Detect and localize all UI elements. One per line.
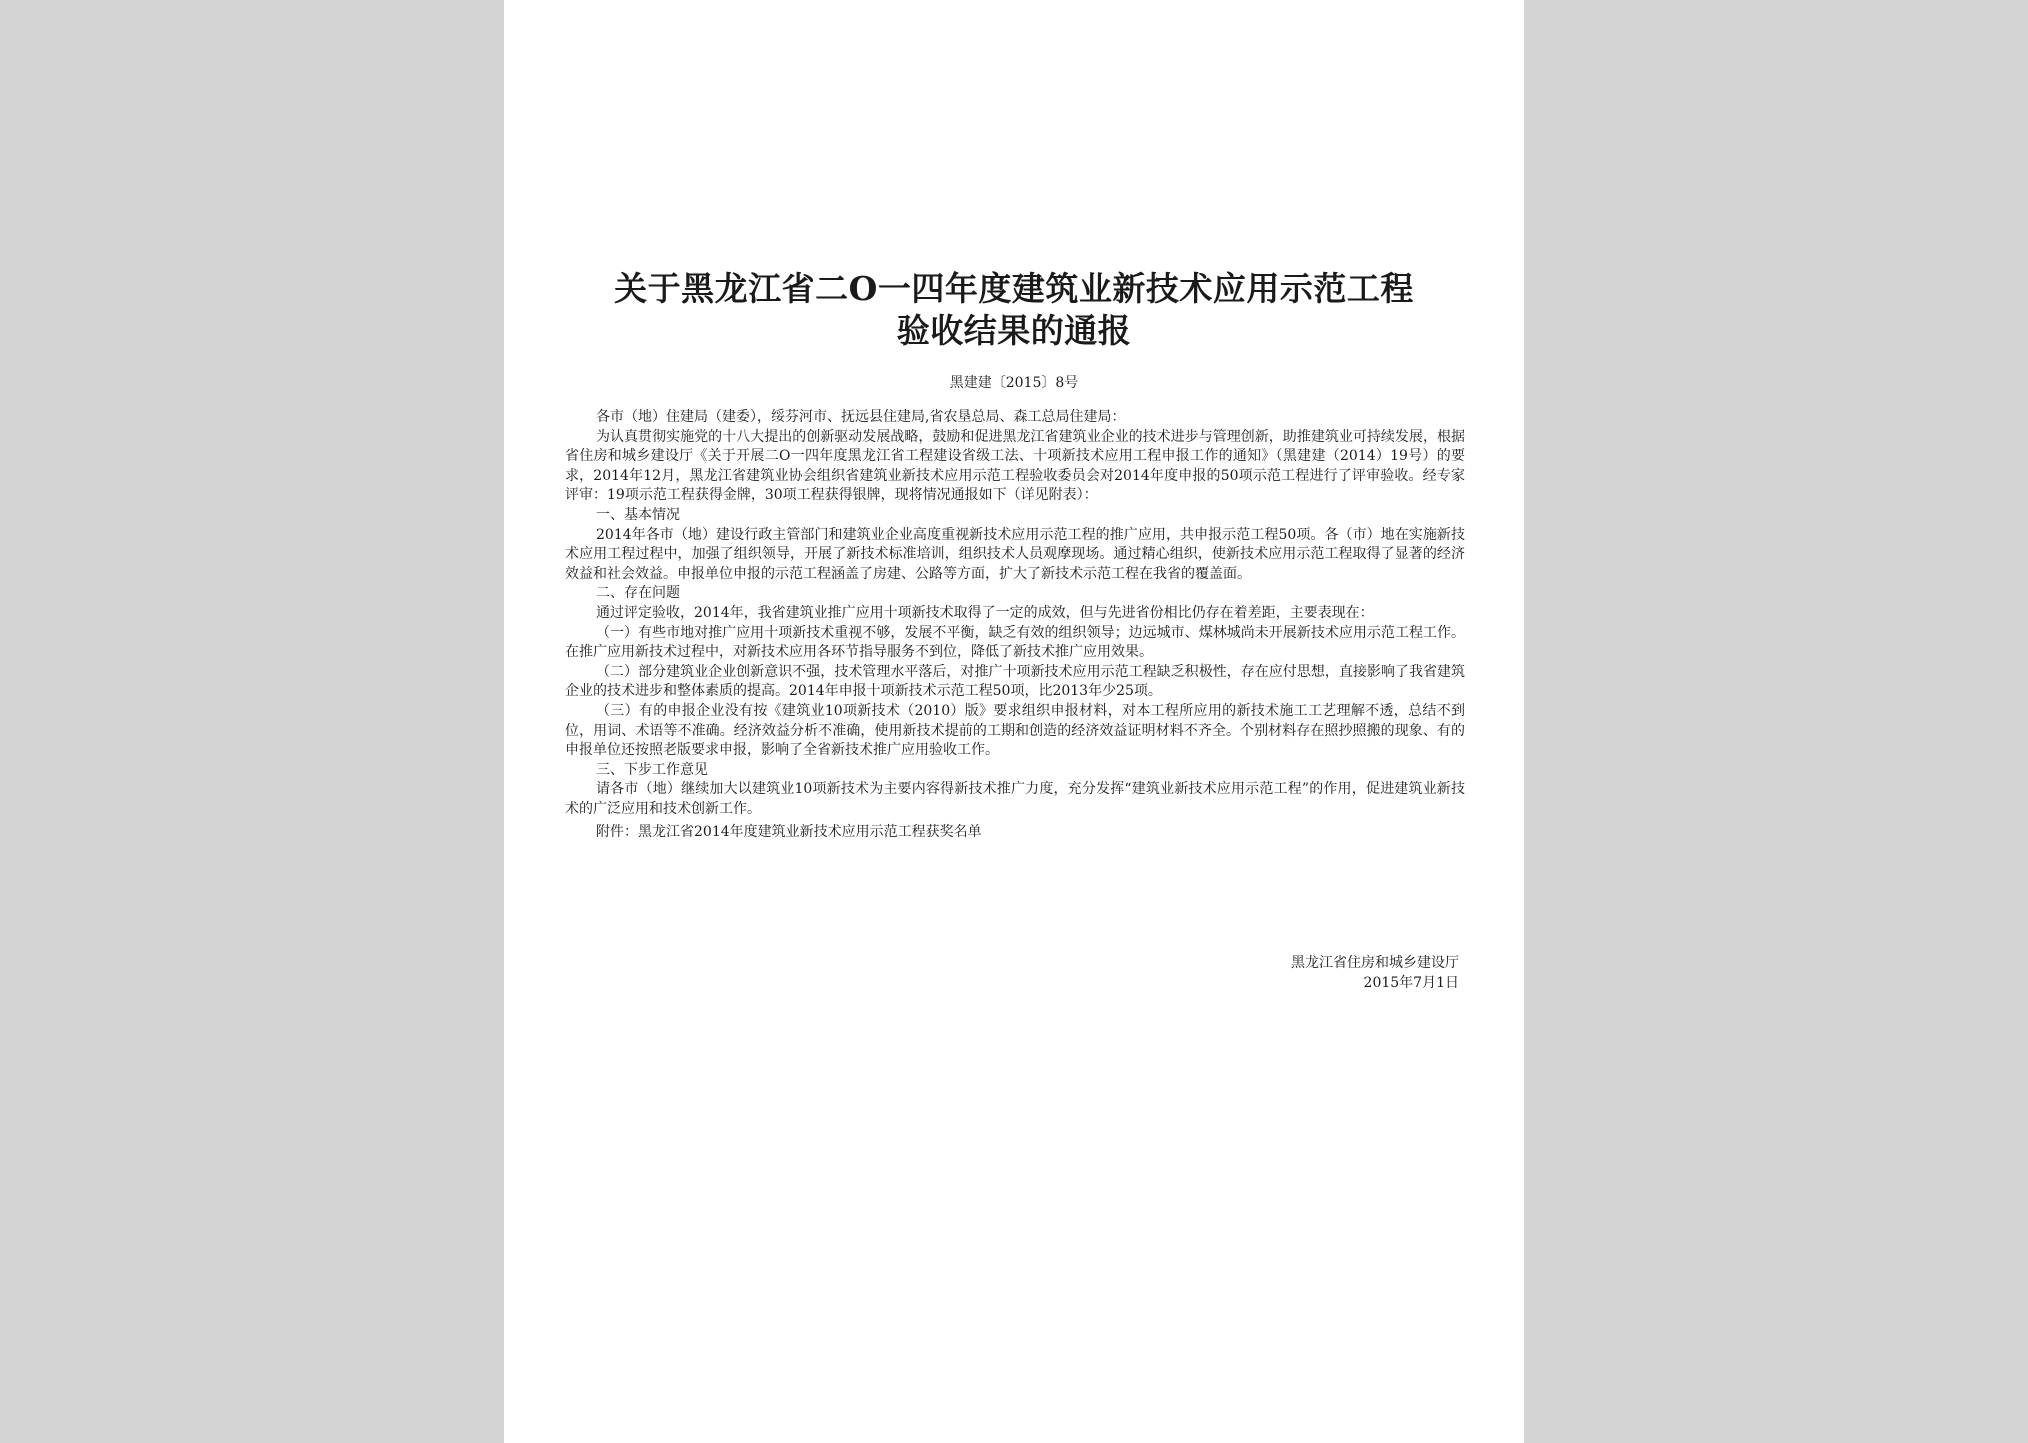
issue-3-paragraph: （三）有的申报企业没有按《建筑业10项新技术（2010）版》要求组织申报材料，对本工程所应用的新技术施工工艺理解不透，总结不到位，用词、术语等不准确。经济效益分析不准确，使用新技术提前的工期和创造的经济效益证明材料不齐全。个别材料存在照抄照搬的现象、有的申报单位还按照老版要求申报，影响了全省新技术推广应用验收工作。 <box>565 702 1465 759</box>
section-1-paragraph: 2014年各市（地）建设行政主管部门和建筑业企业高度重视新技术应用示范工程的推广应用，共申报示范工程50项。各（市）地在实施新技术应用工程过程中，加强了组织领导，开展了新技术标准培训，组织技术人员观摩现场。通过精心组织，使新技术应用示范工程取得了显著的经济效益和社会效益。申报单位申报的示范工程涵盖了房建、公路等方面，扩大了新技术示范工程在我省的覆盖面。 <box>565 526 1465 582</box>
document-body <box>565 408 1465 843</box>
document-title <box>564 268 1464 352</box>
signature-organization: 黑龙江省住房和城乡建设厅 <box>1291 955 1459 971</box>
signoff-block <box>1104 953 1459 993</box>
issue-2-paragraph: （二）部分建筑业企业创新意识不强，技术管理水平落后，对推广十项新技术应用示范工程缺乏积极性，存在应付思想，直接影响了我省建筑企业的技术进步和整体素质的提高。2014年申报十项新技术示范工程50项，比2013年少25项。 <box>565 663 1465 700</box>
title-line-2: 验收结果的通报 <box>896 311 1132 350</box>
document-page <box>504 0 1524 1443</box>
addressee: 各市（地）住建局（建委），绥芬河市、抚远县住建局,省农垦总局、森工总局住建局： <box>596 409 1126 425</box>
title-line-1: 关于黑龙江省二O一四年度建筑业新技术应用示范工程 <box>614 269 1414 308</box>
section-2-heading: 二、存在问题 <box>596 585 680 602</box>
section-3-paragraph: 请各市（地）继续加大以建筑业10项新技术为主要内容得新技术推广力度，充分发挥“建筑业新技术应用示范工程”的作用，促进建筑业新技术的广泛应用和技术创新工作。 <box>565 781 1465 817</box>
section-1-heading: 一、基本情况 <box>596 506 680 523</box>
issue-1-paragraph: （一）有些市地对推广应用十项新技术重视不够，发展不平衡，缺乏有效的组织领导；边远城市、煤林城尚未开展新技术应用示范工程工作。在推广应用新技术过程中，对新技术应用各环节指导服务不到位，降低了新技术推广应用效果。 <box>565 624 1465 661</box>
attachment-note: 附件：黑龙江省2014年度建筑业新技术应用示范工程获奖名单 <box>596 824 982 841</box>
intro-paragraph: 为认真贯彻实施党的十八大提出的创新驱动发展战略，鼓励和促进黑龙江省建筑业企业的技术进步与管理创新，助推建筑业可持续发展，根据省住房和城乡建设厅《关于开展二O一四年度黑龙江省工程建设省级工法、十项新技术应用工程申报工作的通知》（黑建建（2014）19号）的要求，2014年12月，黑龙江省建筑业协会组织省建筑业新技术应用示范工程验收委员会对2014年度申报的50项示范工程进行了评审验收。经专家评审：19项示范工程获得金牌，30项工程获得银牌，现将情况通报如下（详见附表）： <box>565 428 1465 504</box>
document-number: 黑建建〔2015〕8号 <box>949 375 1079 391</box>
section-3-heading: 三、下步工作意见 <box>596 761 708 778</box>
section-2-paragraph: 通过评定验收，2014年，我省建筑业推广应用十项新技术取得了一定的成效，但与先进省份相比仍存在着差距，主要表现在： <box>596 604 1374 621</box>
signature-date: 2015年7月1日 <box>1363 975 1459 991</box>
